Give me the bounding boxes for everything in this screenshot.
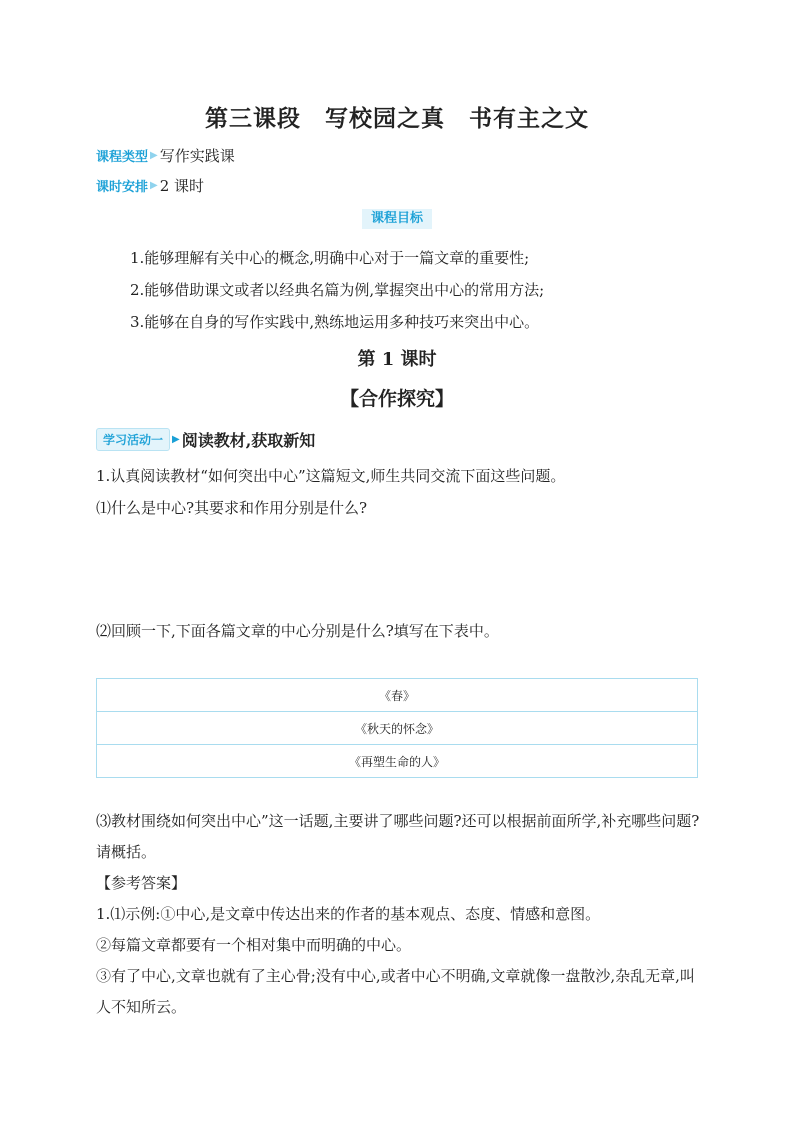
answer-line: ②每篇文章都要有一个相对集中而明确的中心。 xyxy=(96,936,412,954)
question-1: 1.认真阅读教材“如何突出中心”这篇短文,师生共同交流下面这些问题。 xyxy=(96,467,566,485)
goal-item: 1.能够理解有关中心的概念,明确中心对于一篇文章的重要性; xyxy=(130,249,530,267)
answer-line: ③有了中心,文章也就有了主心骨;没有中心,或者中心不明确,文章就像一盘散沙,杂乱无章,叫人不知所云。 xyxy=(96,967,695,1016)
table-cell: 《春》 xyxy=(97,679,698,712)
table-cell: 《秋天的怀念》 xyxy=(97,712,698,745)
arrow-icon: ▶ xyxy=(150,150,158,161)
lesson-heading: 第 1 课时 xyxy=(357,349,437,370)
schedule-row xyxy=(96,175,204,196)
question-1-2: ⑵回顾一下,下面各篇文章的中心分别是什么?填写在下表中。 xyxy=(96,622,499,640)
activity-title: 阅读教材,获取新知 xyxy=(181,431,316,450)
answers-heading: 【参考答案】 xyxy=(96,874,187,892)
course-type-value: 写作实践课 xyxy=(159,147,235,165)
table-row xyxy=(97,712,698,745)
document-title: 第三课段 写校园之真 书有主之文 xyxy=(205,105,589,132)
works-table xyxy=(96,678,698,778)
goal-item: 3.能够在自身的写作实践中,熟练地运用多种技巧来突出中心。 xyxy=(130,313,540,331)
schedule-label: 课时安排 xyxy=(96,180,149,195)
section-heading: 【合作探究】 xyxy=(339,388,454,410)
course-type-row xyxy=(96,145,235,166)
arrow-icon: ▶ xyxy=(172,434,180,445)
course-type-label: 课程类型 xyxy=(96,150,149,165)
question-1-1: ⑴什么是中心?其要求和作用分别是什么? xyxy=(96,499,368,517)
schedule-value: 2 课时 xyxy=(159,177,205,195)
table-cell: 《再塑生命的人》 xyxy=(97,745,698,778)
course-goals-heading: 课程目标 xyxy=(362,209,432,229)
activity-badge: 学习活动一 xyxy=(96,428,170,451)
table-row xyxy=(97,679,698,712)
question-1-3: ⑶教材围绕如何突出中心”这一话题,主要讲了哪些问题?还可以根据前面所学,补充哪些问题?请概括。 xyxy=(96,812,700,861)
goal-item: 2.能够借助课文或者以经典名篇为例,掌握突出中心的常用方法; xyxy=(130,281,545,299)
answer-line: 1.⑴示例:①中心,是文章中传达出来的作者的基本观点、态度、情感和意图。 xyxy=(96,905,601,923)
table-row xyxy=(97,745,698,778)
activity-header xyxy=(96,428,315,451)
arrow-icon: ▶ xyxy=(150,180,158,191)
